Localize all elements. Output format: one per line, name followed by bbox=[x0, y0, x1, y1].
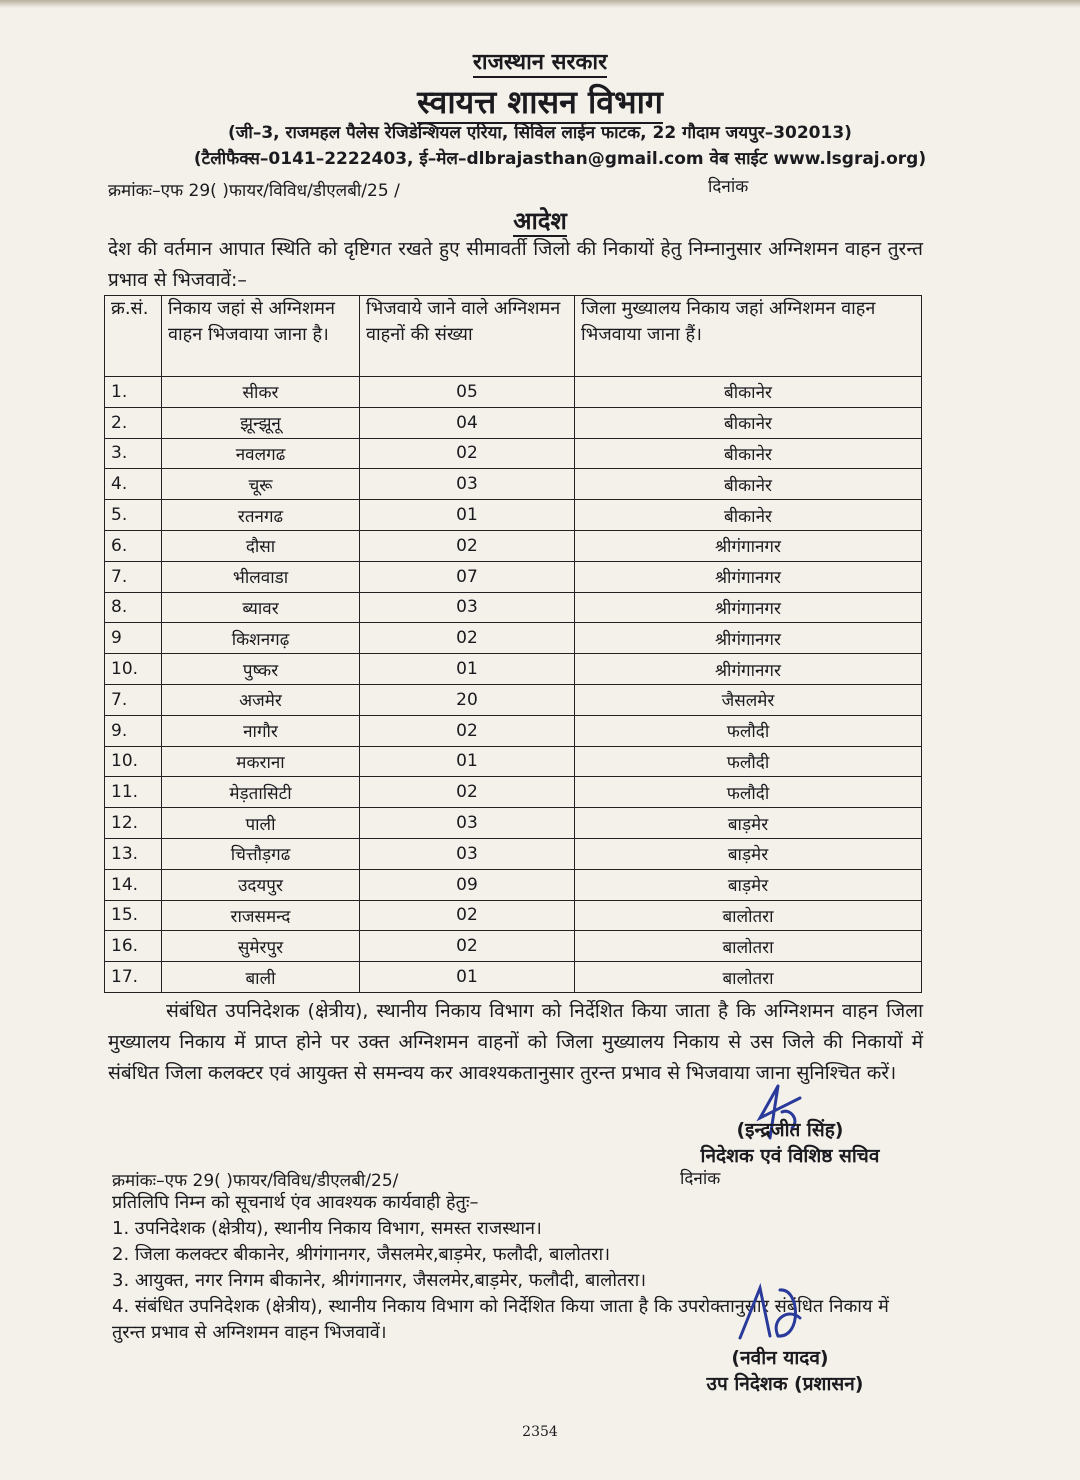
cell-serial: 9. bbox=[105, 715, 162, 746]
cell-source-body: झून्झूनू bbox=[162, 407, 360, 438]
cell-destination-hq: बालोतरा bbox=[575, 900, 922, 931]
table-row bbox=[105, 407, 922, 438]
copy-reference-date-label: दिनांक bbox=[680, 1169, 721, 1189]
cell-destination-hq: बीकानेर bbox=[575, 469, 922, 500]
copy-intro: प्रतिलिपि निम्न को सूचनार्थ एंव आवश्यक कार्यवाही हेतुः– bbox=[112, 1192, 479, 1213]
cell-destination-hq: श्रीगंगानगर bbox=[575, 561, 922, 592]
cell-serial: 10. bbox=[105, 654, 162, 685]
cell-destination-hq: जैसलमेर bbox=[575, 684, 922, 715]
cell-vehicle-count: 01 bbox=[360, 962, 575, 993]
table-row bbox=[105, 900, 922, 931]
cell-serial: 10. bbox=[105, 746, 162, 777]
cell-destination-hq: बालोतरा bbox=[575, 962, 922, 993]
cell-vehicle-count: 02 bbox=[360, 623, 575, 654]
cell-serial: 12. bbox=[105, 808, 162, 839]
cell-destination-hq: बीकानेर bbox=[575, 500, 922, 531]
cell-vehicle-count: 01 bbox=[360, 654, 575, 685]
cell-source-body: राजसमन्द bbox=[162, 900, 360, 931]
header-serial: क्र.सं. bbox=[105, 296, 162, 377]
cell-serial: 5. bbox=[105, 500, 162, 531]
header-destination-hq: जिला मुख्यालय निकाय जहां अग्निशमन वाहन भिजवाया जाना हैं। bbox=[575, 296, 922, 377]
table-header-row bbox=[105, 296, 922, 377]
table-row bbox=[105, 746, 922, 777]
cell-vehicle-count: 02 bbox=[360, 530, 575, 561]
table-row bbox=[105, 962, 922, 993]
cell-vehicle-count: 03 bbox=[360, 592, 575, 623]
cell-vehicle-count: 09 bbox=[360, 869, 575, 900]
table-row bbox=[105, 777, 922, 808]
signatory-2-name: (नवीन यादव) bbox=[731, 1347, 829, 1369]
cell-vehicle-count: 03 bbox=[360, 838, 575, 869]
signatory-designation: निदेशक एवं विशिष्ठ सचिव bbox=[700, 1145, 880, 1167]
cell-serial: 4. bbox=[105, 469, 162, 500]
cell-serial: 17. bbox=[105, 962, 162, 993]
cell-destination-hq: बाड़मेर bbox=[575, 838, 922, 869]
table-row bbox=[105, 500, 922, 531]
cell-destination-hq: बीकानेर bbox=[575, 377, 922, 408]
table-row bbox=[105, 592, 922, 623]
cell-source-body: पुष्कर bbox=[162, 654, 360, 685]
cell-source-body: नागौर bbox=[162, 715, 360, 746]
cell-vehicle-count: 07 bbox=[360, 561, 575, 592]
cell-source-body: मेड़तासिटी bbox=[162, 777, 360, 808]
cell-vehicle-count: 03 bbox=[360, 469, 575, 500]
department-contact: (टैलीफैक्स–0141–2222403, ई–मेल–dlbrajasthan@gmail.com वेब साईट www.lsgraj.org) bbox=[193, 149, 927, 169]
cell-vehicle-count: 02 bbox=[360, 777, 575, 808]
cell-serial: 8. bbox=[105, 592, 162, 623]
copy-list-item: 4. संबंधित उपनिदेशक (क्षेत्रीय), स्थानीय निकाय विभाग को निर्देशित किया जाता है कि उपरोक्तानुसार संबंधित निकाय में तुरन्त प्रभाव से अग्निशमन वाहन भिजवावें। bbox=[112, 1296, 889, 1343]
table-row bbox=[105, 838, 922, 869]
cell-vehicle-count: 03 bbox=[360, 808, 575, 839]
cell-serial: 15. bbox=[105, 900, 162, 931]
table-row bbox=[105, 931, 922, 962]
cell-source-body: किशनगढ़ bbox=[162, 623, 360, 654]
table-row bbox=[105, 469, 922, 500]
cell-serial: 9 bbox=[105, 623, 162, 654]
cell-serial: 6. bbox=[105, 530, 162, 561]
cell-serial: 3. bbox=[105, 438, 162, 469]
table-row bbox=[105, 561, 922, 592]
cell-serial: 11. bbox=[105, 777, 162, 808]
copy-list-item: 3. आयुक्त, नगर निगम बीकानेर, श्रीगंगानगर, जैसलमेर,बाड़मेर, फलौदी, बालोतरा। bbox=[112, 1270, 647, 1291]
cell-vehicle-count: 04 bbox=[360, 407, 575, 438]
cell-vehicle-count: 02 bbox=[360, 900, 575, 931]
table-row bbox=[105, 654, 922, 685]
cell-destination-hq: श्रीगंगानगर bbox=[575, 654, 922, 685]
signatory-name: (इन्द्रजीत सिंह) bbox=[736, 1119, 844, 1141]
cell-destination-hq: फलौदी bbox=[575, 777, 922, 808]
cell-source-body: पाली bbox=[162, 808, 360, 839]
table-row bbox=[105, 377, 922, 408]
cell-source-body: भीलवाडा bbox=[162, 561, 360, 592]
cell-destination-hq: बाड़मेर bbox=[575, 808, 922, 839]
cell-vehicle-count: 02 bbox=[360, 931, 575, 962]
cell-source-body: चित्तौड़गढ bbox=[162, 838, 360, 869]
cell-vehicle-count: 20 bbox=[360, 684, 575, 715]
cell-destination-hq: श्रीगंगानगर bbox=[575, 623, 922, 654]
cell-serial: 13. bbox=[105, 838, 162, 869]
cell-source-body: बाली bbox=[162, 962, 360, 993]
table-row bbox=[105, 808, 922, 839]
table-row bbox=[105, 715, 922, 746]
cell-destination-hq: बाड़मेर bbox=[575, 869, 922, 900]
cell-source-body: सीकर bbox=[162, 377, 360, 408]
cell-destination-hq: श्रीगंगानगर bbox=[575, 592, 922, 623]
order-title: आदेश bbox=[513, 207, 567, 235]
cell-destination-hq: श्रीगंगानगर bbox=[575, 530, 922, 561]
cell-destination-hq: बीकानेर bbox=[575, 438, 922, 469]
header-source-body: निकाय जहां से अग्निशमन वाहन भिजवाया जाना है। bbox=[162, 296, 360, 377]
reference-number: क्रमांकः–एफ 29( )फायर/विविध/डीएलबी/25 / bbox=[108, 181, 400, 201]
department-name: स्वायत्त शासन विभाग bbox=[0, 80, 1080, 123]
page-number: 2354 bbox=[522, 1424, 558, 1440]
cell-destination-hq: फलौदी bbox=[575, 746, 922, 777]
header-vehicle-count: भिजवाये जाने वाले अग्निशमन वाहनों की संख्या bbox=[360, 296, 575, 377]
fire-vehicle-table bbox=[104, 295, 922, 993]
cell-vehicle-count: 02 bbox=[360, 715, 575, 746]
cell-serial: 1. bbox=[105, 377, 162, 408]
cell-source-body: उदयपुर bbox=[162, 869, 360, 900]
cell-vehicle-count: 01 bbox=[360, 746, 575, 777]
signature-scribble-2 bbox=[730, 1278, 810, 1348]
table-row bbox=[105, 623, 922, 654]
cell-vehicle-count: 01 bbox=[360, 500, 575, 531]
table-row bbox=[105, 869, 922, 900]
cell-source-body: ब्यावर bbox=[162, 592, 360, 623]
cell-serial: 7. bbox=[105, 684, 162, 715]
direction-paragraph: संबंधित उपनिदेशक (क्षेत्रीय), स्थानीय निकाय विभाग को निर्देशित किया जाता है कि अग्निशमन वाहन जिला मुख्यालय निकाय में प्राप्त होने पर उक्त अग्निशमन वाहनों को जिला मुख्यालय निकाय से उस जिले की निकायों में संबंधित जिला कलक्टर एवं आयुक्त से समन्वय कर आवश्यकतानुसार तुरन्त प्रभाव से भिजवाया जाना सुनिश्चित करें। bbox=[108, 1000, 923, 1084]
cell-vehicle-count: 05 bbox=[360, 377, 575, 408]
cell-source-body: नवलगढ bbox=[162, 438, 360, 469]
cell-source-body: मकराना bbox=[162, 746, 360, 777]
cell-source-body: अजमेर bbox=[162, 684, 360, 715]
cell-vehicle-count: 02 bbox=[360, 438, 575, 469]
table-row bbox=[105, 438, 922, 469]
reference-date-label: दिनांक bbox=[708, 177, 749, 197]
cell-source-body: चूरू bbox=[162, 469, 360, 500]
cell-destination-hq: बालोतरा bbox=[575, 931, 922, 962]
signatory-2-designation: उप निदेशक (प्रशासन) bbox=[706, 1373, 864, 1395]
cell-source-body: सुमेरपुर bbox=[162, 931, 360, 962]
copy-list-item: 1. उपनिदेशक (क्षेत्रीय), स्थानीय निकाय विभाग, समस्त राजस्थान। bbox=[112, 1218, 542, 1239]
cell-destination-hq: फलौदी bbox=[575, 715, 922, 746]
intro-paragraph: देश की वर्तमान आपात स्थिति को दृष्टिगत रखते हुए सीमावर्ती जिलो की निकायों हेतु निम्नानुसार अग्निशमन वाहन तुरन्त प्रभाव से भिजवावें:– bbox=[108, 238, 923, 291]
cell-serial: 14. bbox=[105, 869, 162, 900]
cell-source-body: रतनगढ bbox=[162, 500, 360, 531]
cell-serial: 7. bbox=[105, 561, 162, 592]
government-name: राजस्थान सरकार bbox=[0, 46, 1080, 76]
department-address: (जी–3, राजमहल पैलेस रेजिडेन्शियल एरिया, सिविल लाईन फाटक, 22 गौदाम जयपुर–302013) bbox=[228, 123, 852, 143]
paper-edge bbox=[0, 0, 1080, 8]
table-row bbox=[105, 684, 922, 715]
copy-list-item: 2. जिला कलक्टर बीकानेर, श्रीगंगानगर, जैसलमेर,बाड़मेर, फलौदी, बालोतरा। bbox=[112, 1244, 611, 1265]
cell-destination-hq: बीकानेर bbox=[575, 407, 922, 438]
table-row bbox=[105, 530, 922, 561]
cell-serial: 16. bbox=[105, 931, 162, 962]
copy-reference-number: क्रमांकः–एफ 29( )फायर/विविध/डीएलबी/25/ bbox=[112, 1171, 399, 1191]
cell-serial: 2. bbox=[105, 407, 162, 438]
cell-source-body: दौसा bbox=[162, 530, 360, 561]
